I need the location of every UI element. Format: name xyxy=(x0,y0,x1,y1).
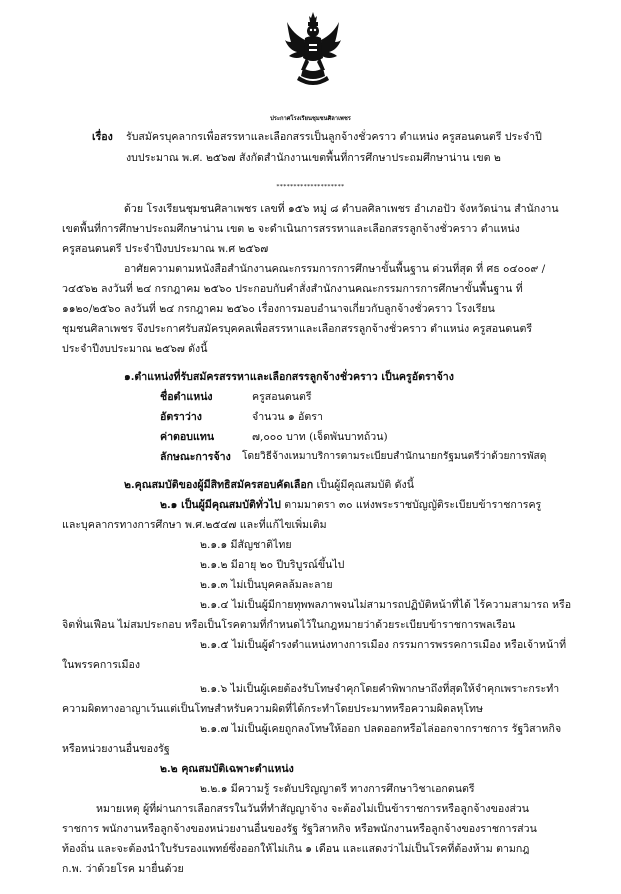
subject-label: เรื่อง xyxy=(92,131,113,143)
position-value: ครูสอนดนตรี xyxy=(252,391,312,403)
separator-stars: ******************** xyxy=(276,184,345,190)
section-2-1-heading: ๒.๑ เป็นผู้มีคุณสมบัติทั่วไป xyxy=(160,499,281,511)
note-line-1: หมายเหตุ ผู้ที่ผ่านการเลือกสรรในวันที่ทำสัญญาจ้าง จะต้องไม่เป็นข้าราชการหรือลูกจ้างของส่วน xyxy=(96,803,530,815)
section-2-2-heading: ๒.๒ คุณสมบัติเฉพาะตำแหน่ง xyxy=(160,763,294,775)
note-line-2: ราชการ พนักงานหรือลูกจ้างของหน่วยงานอื่นของรัฐ รัฐวิสาหกิจ หรือพนักงานหรือลูกจ้างของราชการส่วน xyxy=(62,823,537,835)
section-1-heading: ๑.ตำแหน่งที่รับสมัครสรรหาและเลือกสรรลูกจ้างชั่วคราว เป็นครูอัตราจ้าง xyxy=(124,371,454,383)
item-2-1-7-line-2: หรือหน่วยงานอื่นของรัฐ xyxy=(62,743,170,755)
note-line-4: ก.พ. ว่าด้วยโรค มายื่นด้วย xyxy=(62,863,184,875)
paragraph-2-line-4: ชุมชนศิลาเพชร จึงประกาศรับสมัครบุคคลเพื่อสรรหาและเลือกสรรลูกจ้างชั่วคราว ตำแหน่ง ครูสอนดนตรี xyxy=(62,323,533,335)
paragraph-1-line-3: ครูสอนดนตรี ประจำปีงบประมาณ พ.ศ ๒๕๖๗ xyxy=(62,243,269,255)
section-2-heading xyxy=(124,478,414,492)
position-label: ชื่อตำแหน่ง xyxy=(160,391,213,403)
note-line-3: ท้องถิ่น และจะต้องนำใบรับรองแพทย์ซึ่งออกให้ไม่เกิน ๑ เดือน และแสดงว่าไม่เป็นโรคที่ต้องห้าม ตามกฎ xyxy=(62,843,530,855)
employment-type-label: ลักษณะการจ้าง xyxy=(160,451,231,463)
compensation-value: ๗,๐๐๐ บาท (เจ็ดพันบาทถ้วน) xyxy=(252,431,388,443)
section-2-1-text: ตามมาตรา ๓๐ แห่งพระราชบัญญัติระเบียบข้าราชการครู xyxy=(284,499,542,511)
item-2-1-2: ๒.๑.๒ มีอายุ ๒๐ ปีบริบูรณ์ขึ้นไป xyxy=(200,559,345,571)
item-2-2-1: ๒.๒.๑ มีความรู้ ระดับปริญญาตรี ทางการศึกษาวิชาเอกดนตรี xyxy=(200,783,475,795)
garuda-emblem-icon xyxy=(285,12,341,88)
item-2-1-6-line-2: ความผิดทางอาญาเว้นแต่เป็นโทษสำหรับความผิดที่ได้กระทำโดยประมาทหรือความผิดลหุโทษ xyxy=(62,703,484,715)
item-2-1-1: ๒.๑.๑ มีสัญชาติไทย xyxy=(200,539,292,551)
item-2-1-3: ๒.๑.๓ ไม่เป็นบุคคลล้มละลาย xyxy=(200,579,333,591)
section-2-heading-bold: ๒.คุณสมบัติของผู้มีสิทธิสมัครสอบคัดเลือก xyxy=(124,479,314,491)
item-2-1-6-line-1: ๒.๑.๖ ไม่เป็นผู้เคยต้องรับโทษจำคุกโดยคำพิพากษาถึงที่สุดให้จำคุกเพราะกระทำ xyxy=(200,683,560,695)
paragraph-2-line-5: ประจำปีงบประมาณ ๒๕๖๗ ดังนี้ xyxy=(62,343,208,355)
paragraph-2-line-1: อาศัยความตามหนังสือสำนักงานคณะกรรมการการศึกษาขั้นพื้นฐาน ด่วนที่สุด ที่ ศธ ๐๔๐๐๙ / xyxy=(124,263,546,275)
section-2-1-line-1 xyxy=(160,498,541,512)
item-2-1-4-line-2: จิตฟั่นเฟือน ไม่สมประกอบ หรือเป็นโรคตามที่กำหนดไว้ในกฎหมายว่าด้วยระเบียบข้าราชการพลเรือน xyxy=(62,619,516,631)
paragraph-1-line-2: เขตพื้นที่การศึกษาประถมศึกษาน่าน เขต ๒ จะดำเนินการสรรหาและเลือกสรรลูกจ้างชั่วคราว ตำแหน่ง xyxy=(62,223,520,235)
section-2-heading-rest: เป็นผู้มีคุณสมบัติ ดังนี้ xyxy=(316,479,414,491)
vacancy-label: อัตราว่าง xyxy=(160,411,202,423)
subject-line-2: งบประมาณ พ.ศ. ๒๕๖๗ สังกัดสำนักงานเขตพื้นที่การศึกษาประถมศึกษาน่าน เขต ๒ xyxy=(126,152,501,164)
paragraph-2-line-3: ๑๑๒๐/๒๕๖๐ ลงวันที่ ๒๔ กรกฎาคม ๒๕๖๐ เรื่องการมอบอำนาจเกี่ยวกับลูกจ้างชั่วคราว โรงเรียน xyxy=(62,303,495,315)
item-2-1-7-line-1: ๒.๑.๗ ไม่เป็นผู้เคยถูกลงโทษให้ออก ปลดออกหรือไล่ออกจากราชการ รัฐวิสาหกิจ xyxy=(200,723,562,735)
section-2-1-line-2: และบุคลากรทางการศึกษา พ.ศ.๒๕๔๗ และที่แก้ไขเพิ่มเติม xyxy=(62,519,327,531)
item-2-1-5-line-2: ในพรรคการเมือง xyxy=(62,659,141,671)
subject-line-1: รับสมัครบุคลากรเพื่อสรรหาและเลือกสรรเป็นลูกจ้างชั่วคราว ตำแหน่ง ครูสอนดนตรี ประจำปี xyxy=(126,131,542,143)
item-2-1-4-line-1: ๒.๑.๔ ไม่เป็นผู้มีกายทุพพลภาพจนไม่สามารถปฏิบัติหน้าที่ได้ ไร้ความสามารถ หรือ xyxy=(200,599,572,611)
paragraph-2-line-2: ว๔๕๖๒ ลงวันที่ ๒๔ กรกฎาคม ๒๕๖๐ ประกอบกับคำสั่งสำนักงานคณะกรรมการการศึกษาขั้นพื้นฐาน ที่ xyxy=(62,283,523,295)
compensation-label: ค่าตอบแทน xyxy=(160,431,215,443)
page-title: ประกาศโรงเรียนชุมชนศิลาเพชร xyxy=(270,116,351,122)
vacancy-value: จำนวน ๑ อัตรา xyxy=(252,411,323,423)
item-2-1-5-line-1: ๒.๑.๕ ไม่เป็นผู้ดำรงตำแหน่งทางการเมือง กรรมการพรรคการเมือง หรือเจ้าหน้าที่ xyxy=(200,639,567,651)
paragraph-1-line-1: ด้วย โรงเรียนชุมชนศิลาเพชร เลขที่ ๑๕๖ หมู่ ๘ ตำบลศิลาเพชร อำเภอปัว จังหวัดน่าน สำนักงาน xyxy=(124,203,559,215)
employment-type-value: โดยวิธีจ้างเหมาบริการตามระเบียบสำนักนายกรัฐมนตรีว่าด้วยการพัสดุ xyxy=(242,451,547,462)
